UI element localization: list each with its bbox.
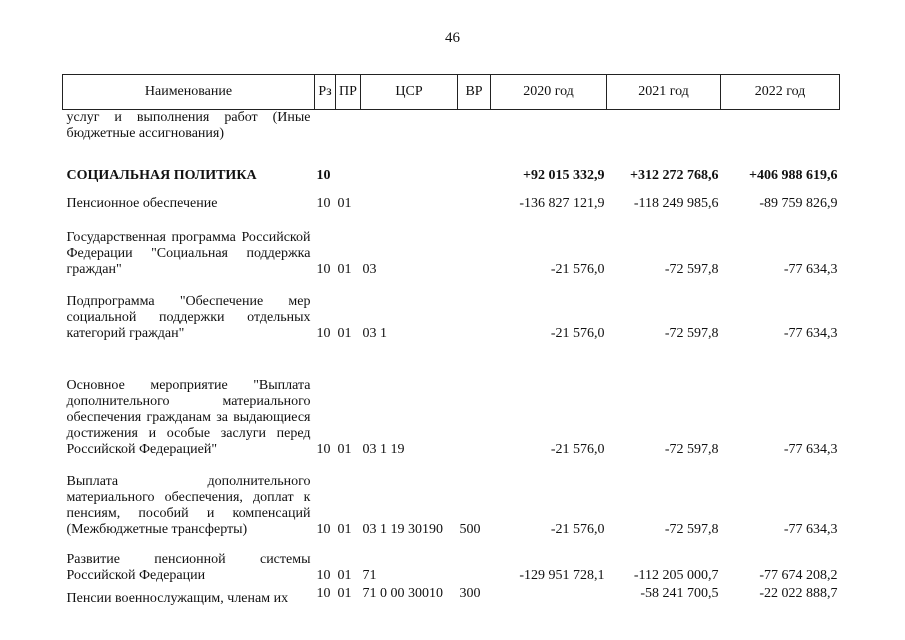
row-2020: -21 576,0 [550,521,605,537]
row-pr: 01 [337,521,352,537]
row-csr: 03 1 19 30190 [362,521,443,537]
row-rz [315,110,336,144]
row-rz: 10 [316,167,331,183]
row-name: услуг и выполнения работ (Иные бюджетные ассигнования) [66,110,311,141]
table-row [63,342,840,458]
row-2022: -22 022 888,7 [759,585,838,601]
row-2021: -118 249 985,6 [633,195,719,211]
row-name: Пенсионное обеспечение [66,195,218,211]
header-2021: 2021 год [607,75,721,110]
table-row [63,584,840,614]
table-row [63,144,840,184]
row-vr: 300 [459,585,481,601]
table-row [63,184,840,212]
row-2021: -72 597,8 [664,521,719,537]
row-csr [361,144,458,184]
table-row [63,538,840,584]
row-csr: 03 1 [362,325,387,341]
page-number: 46 [445,30,460,46]
row-rz: 10 [316,585,331,601]
row-2022: -77 634,3 [783,521,838,537]
row-rz: 10 [316,521,331,537]
row-2021 [607,110,721,144]
row-2021: -112 205 000,7 [633,567,719,583]
row-2020 [491,584,607,614]
row-2021: +312 272 768,6 [630,167,719,183]
row-csr: 71 0 00 30010 [362,585,443,601]
row-pr: 01 [337,325,352,341]
row-csr: 03 [362,261,377,277]
row-2022: -89 759 826,9 [759,195,838,211]
row-vr [458,110,491,144]
row-name: Развитие пенсионной системы Российской Федерации [66,551,311,583]
row-2022: -77 674 208,2 [759,567,838,583]
row-2020: -21 576,0 [550,261,605,277]
row-vr [458,184,491,212]
row-2020: -136 827 121,9 [519,195,605,211]
table-row [63,110,840,144]
table-row [63,458,840,538]
row-2021: -58 241 700,5 [640,585,719,601]
header-pr: ПР [336,75,361,110]
row-2021: -72 597,8 [664,325,719,341]
row-rz: 10 [316,325,331,341]
row-pr: 01 [337,585,352,601]
row-csr: 71 [362,567,377,583]
row-2022: -77 634,3 [783,325,838,341]
row-pr: 01 [337,261,352,277]
row-name: Подпрограмма "Обеспечение мер социальной поддержки отдельных категорий граждан" [66,293,311,341]
row-2022: +406 988 619,6 [749,167,838,183]
row-2020: -129 951 728,1 [519,567,605,583]
header-vr: ВР [458,75,491,110]
header-csr: ЦСР [361,75,458,110]
row-name: Основное мероприятие "Выплата дополнительного материального обеспечения гражданам за выдающиеся достижения и особые заслуги перед Российской Федерацией" [66,377,311,457]
row-rz: 10 [316,441,331,457]
row-vr [458,538,491,584]
row-vr [458,144,491,184]
row-csr [361,110,458,144]
row-name: СОЦИАЛЬНАЯ ПОЛИТИКА [66,167,257,183]
row-2022: -77 634,3 [783,261,838,277]
row-csr [361,184,458,212]
row-vr [458,278,491,342]
row-2020: +92 015 332,9 [523,167,605,183]
row-csr: 03 1 19 [362,441,405,457]
row-name: Государственная программа Российской Федерации "Социальная поддержка граждан" [66,229,311,277]
row-name: Выплата дополнительного материального обеспечения, доплат к пенсиям, пособий и компенсаций (Межбюджетные трансферты) [66,473,311,537]
row-2020: -21 576,0 [550,441,605,457]
row-vr [458,342,491,458]
header-name: Наименование [63,75,315,110]
row-rz: 10 [316,567,331,583]
table-header [63,75,840,110]
row-2022: -77 634,3 [783,441,838,457]
row-2022 [721,110,840,144]
row-name: Пенсии военнослужащим, членам их [66,590,289,606]
row-pr: 01 [337,441,352,457]
row-pr [336,110,361,144]
row-pr [336,144,361,184]
budget-table [62,74,840,614]
row-2020 [491,110,607,144]
row-vr: 500 [459,521,481,537]
row-2021: -72 597,8 [664,261,719,277]
header-2022: 2022 год [721,75,840,110]
header-2020: 2020 год [491,75,607,110]
table-row [63,278,840,342]
row-2021: -72 597,8 [664,441,719,457]
row-pr: 01 [337,567,352,583]
row-pr: 01 [337,195,352,211]
row-rz: 10 [316,261,331,277]
row-2020: -21 576,0 [550,325,605,341]
row-rz: 10 [316,195,331,211]
header-rz: Рз [315,75,336,110]
table-row [63,212,840,278]
row-vr [458,212,491,278]
